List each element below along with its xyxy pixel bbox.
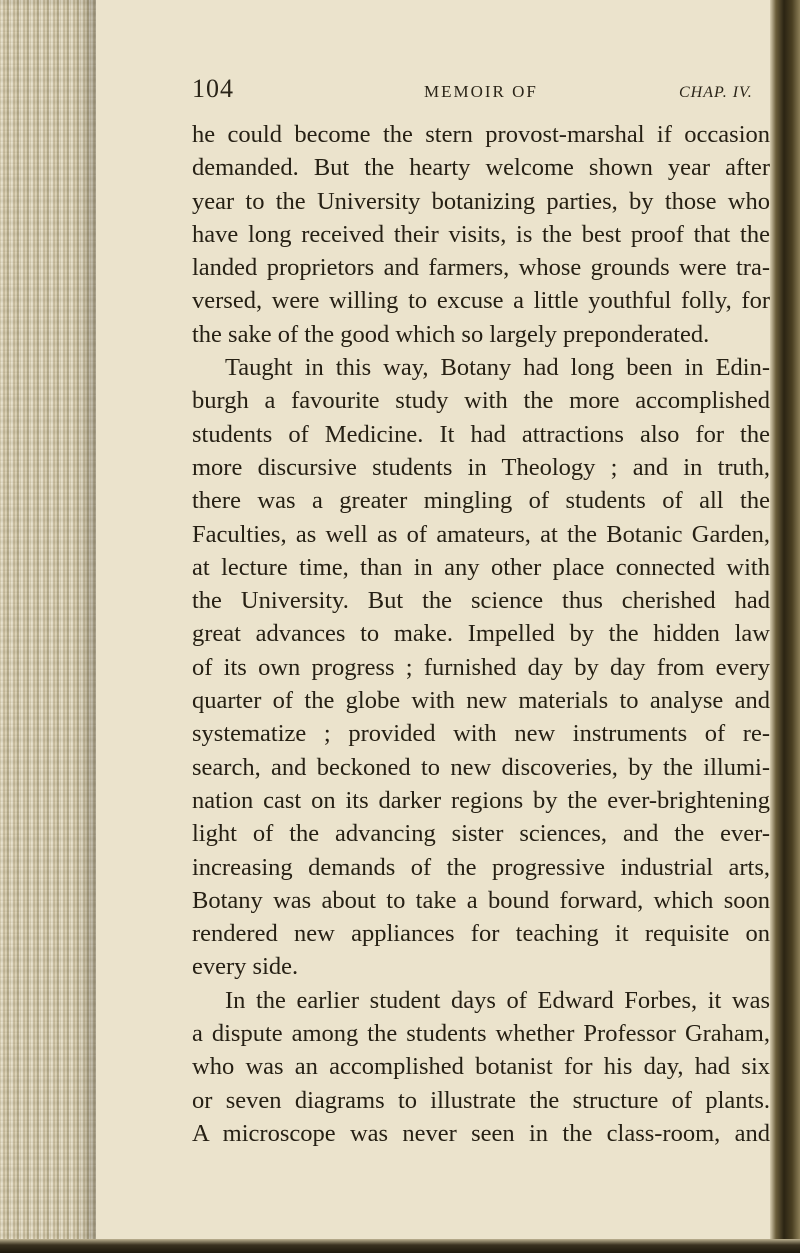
text-line: of its own progress ; furnished day by day from every (192, 653, 770, 681)
text-line: burgh a favourite study with the more accomplished (192, 387, 770, 415)
text-line: a dispute among the students whether Professor Graham, (192, 1020, 770, 1048)
text-line: systematize ; provided with new instruments of re- (192, 720, 770, 748)
text-line: versed, were willing to excuse a little youthful folly, for (192, 287, 770, 315)
text-line: nation cast on its darker regions by the ever-brightening (192, 786, 770, 814)
chapter-label: CHAP. IV. (679, 84, 753, 101)
text-line: rendered new appliances for teaching it requisite on (192, 920, 770, 948)
text-line: A microscope was never seen in the class-room, and (192, 1119, 770, 1147)
text-line: year to the University botanizing parties, by those who (192, 187, 770, 215)
text-line: Taught in this way, Botany had long been in Edin- (225, 354, 770, 382)
text-line: landed proprietors and farmers, whose grounds were tra- (192, 254, 770, 282)
text-line: or seven diagrams to illustrate the structure of plants. (192, 1086, 770, 1114)
text-line: the sake of the good which so largely preponderated. (192, 320, 710, 348)
text-line: demanded. But the hearty welcome shown year after (192, 154, 770, 182)
text-line: light of the advancing sister sciences, and the ever- (192, 820, 770, 848)
text-line: there was a greater mingling of students of all the (192, 487, 770, 515)
text-line: have long received their visits, is the best proof that the (192, 220, 770, 248)
text-line: every side. (192, 953, 299, 981)
text-line: at lecture time, than in any other place connected with (192, 553, 770, 581)
text-line: quarter of the globe with new materials to analyse and (192, 687, 770, 715)
text-line: Faculties, as well as of amateurs, at the Botanic Garden, (192, 520, 770, 548)
book-bottom-edge (0, 1239, 800, 1253)
text-line: more discursive students in Theology ; and in truth, (192, 453, 770, 481)
book-binding-edge (770, 0, 800, 1253)
text-line: increasing demands of the progressive industrial arts, (192, 853, 770, 881)
text-line: great advances to make. Impelled by the hidden law (192, 620, 770, 648)
text-line: Botany was about to take a bound forward, which soon (192, 886, 770, 914)
text-line: he could become the stern provost-marshal if occasion (192, 121, 770, 148)
text-line: students of Medicine. It had attractions also for the (192, 420, 770, 448)
running-header (96, 74, 770, 108)
text-line: who was an accomplished botanist for his day, had six (192, 1053, 770, 1081)
body-text (192, 118, 770, 1150)
text-line: the University. But the science thus cherished had (192, 587, 770, 615)
running-title: MEMOIR OF (424, 82, 538, 101)
text-line: In the earlier student days of Edward Forbes, it was (225, 986, 770, 1014)
text-line: search, and beckoned to new discoveries, by the illumi- (192, 753, 770, 781)
page-number: 104 (192, 74, 234, 103)
book-page-edges (0, 0, 96, 1253)
